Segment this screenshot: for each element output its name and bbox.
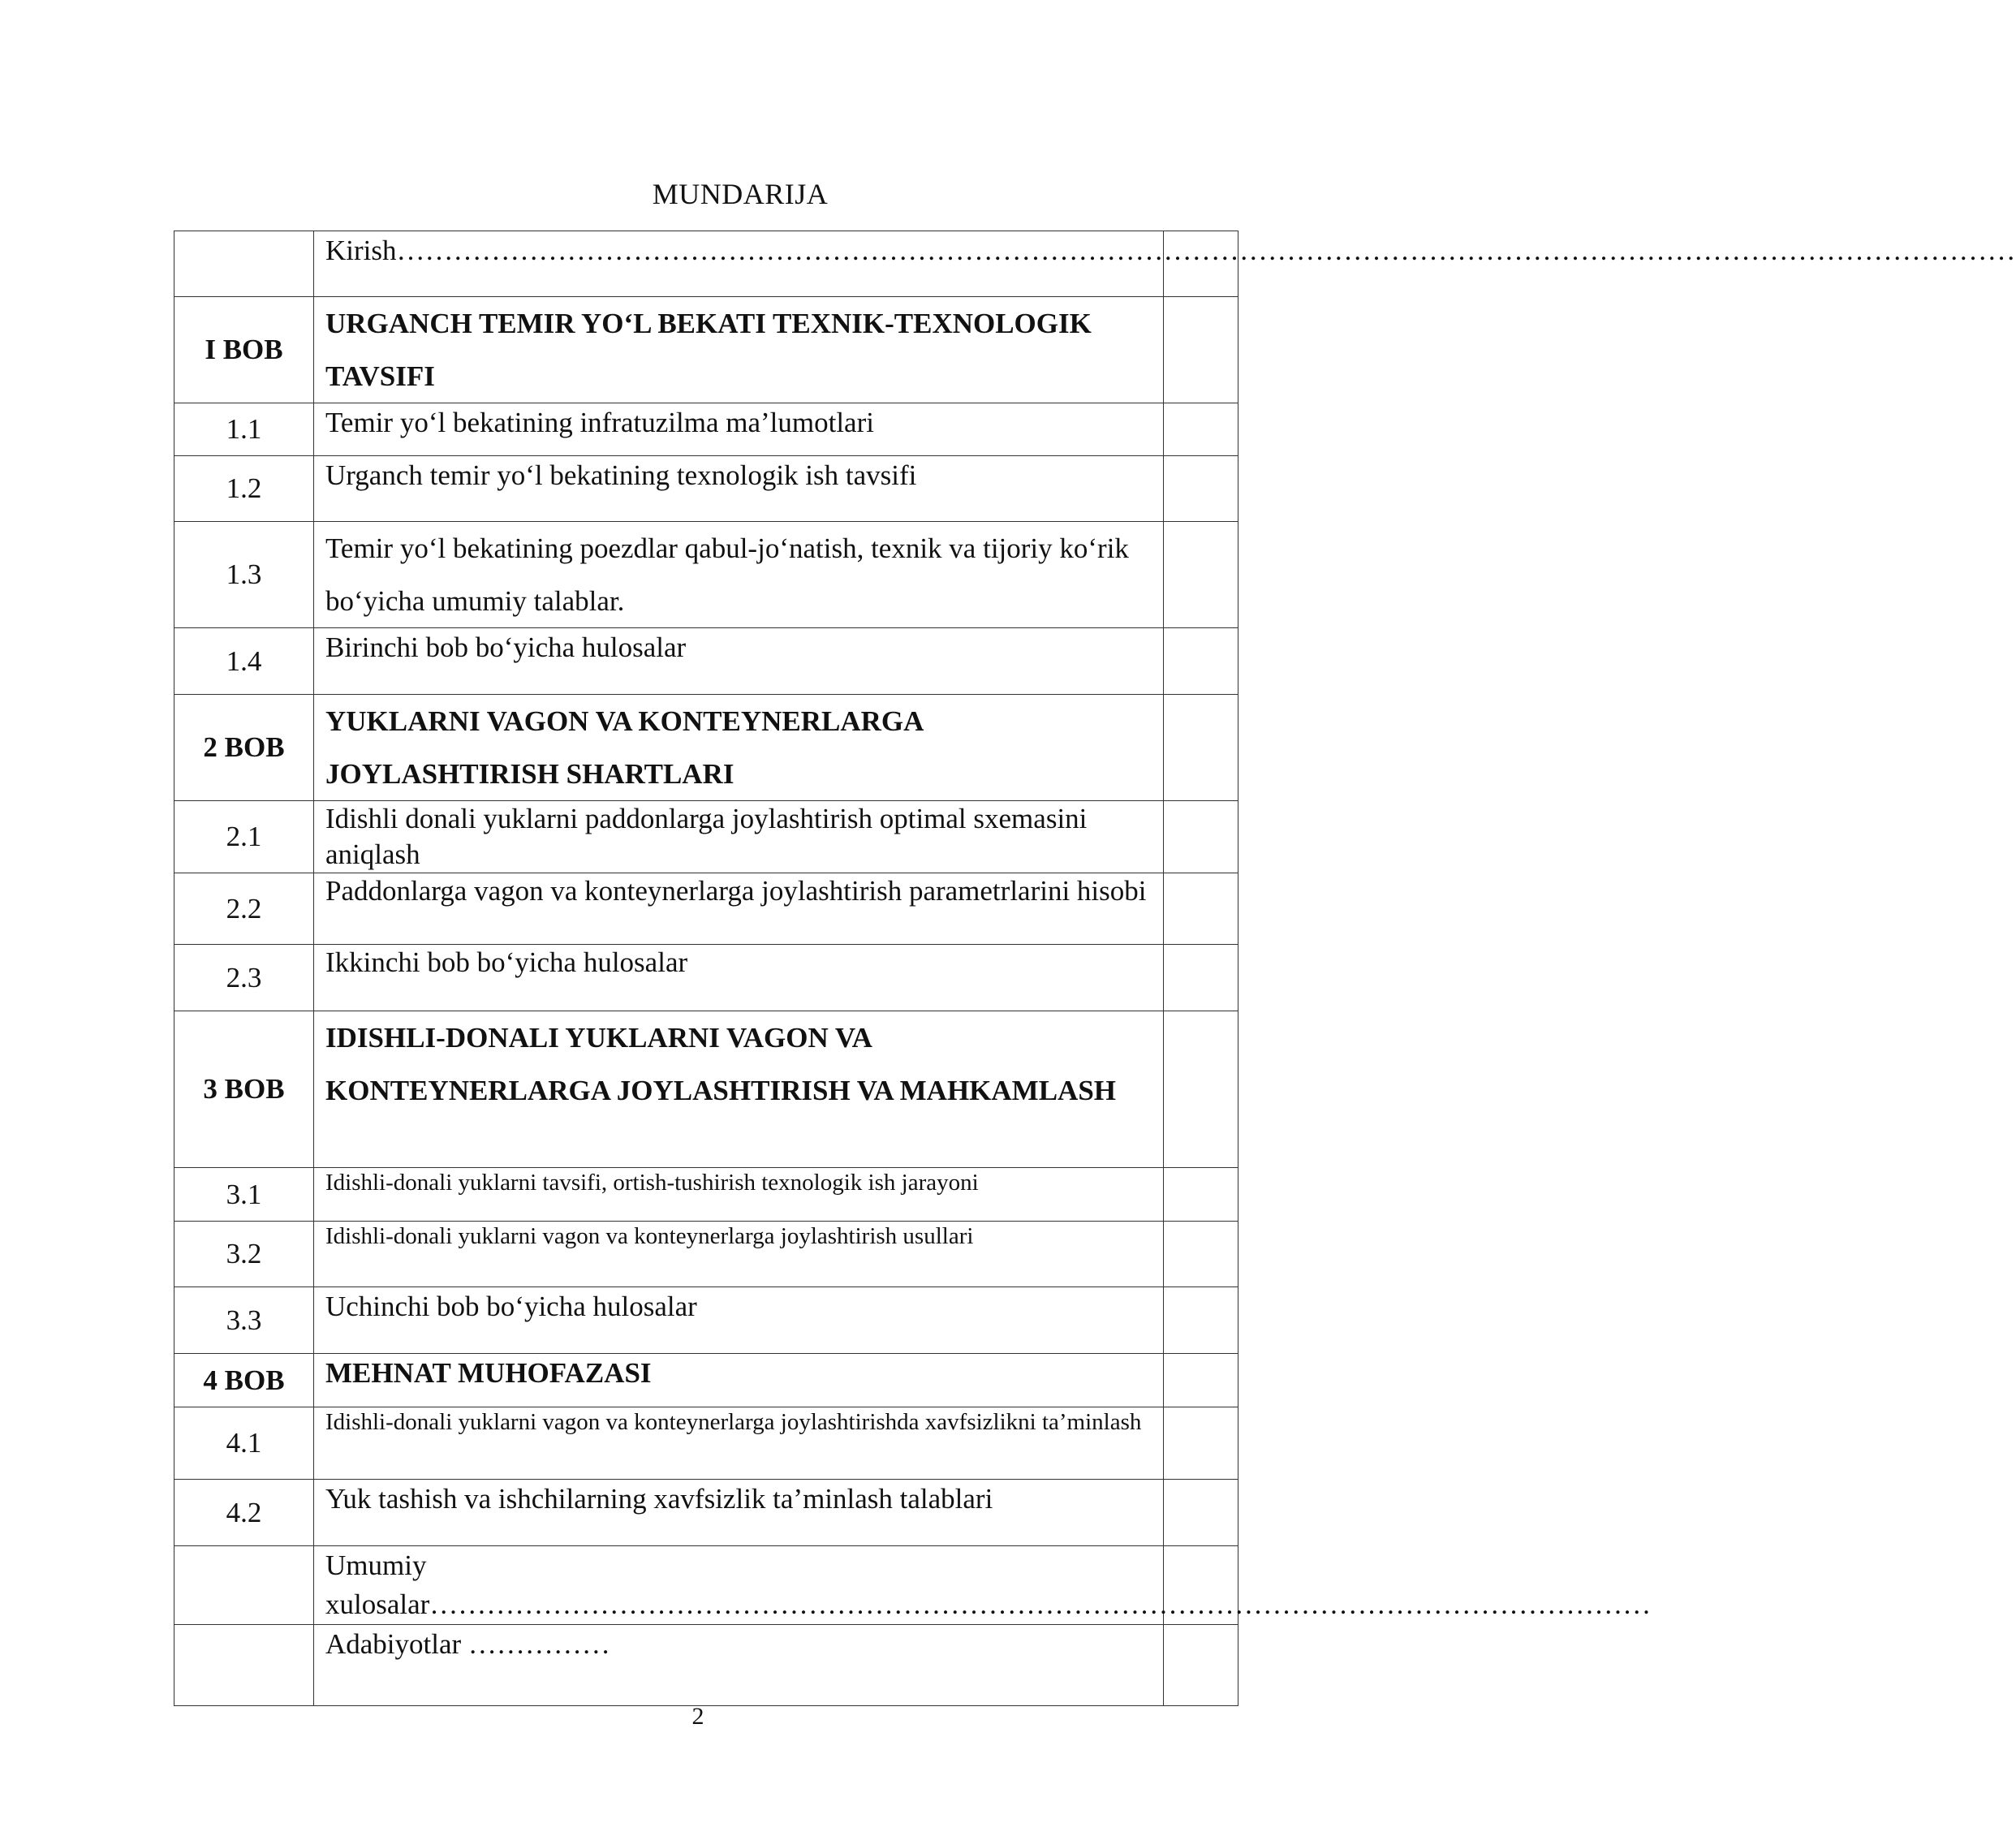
toc-page (1164, 628, 1238, 695)
toc-title[interactable]: Paddonlarga vagon va konteynerlarga joylashtirish parametrlarini hisobi (314, 873, 1164, 945)
toc-number: 1.4 (174, 628, 314, 695)
toc-title[interactable]: IDISHLI-DONALI YUKLARNI VAGON VA KONTEYNERLARGA JOYLASHTIRISH VA MAHKAMLASH (314, 1011, 1164, 1168)
toc-title[interactable]: Idishli-donali yuklarni vagon va konteynerlarga joylashtirish usullari (314, 1222, 1164, 1287)
toc-row-section-1-3 (174, 522, 1238, 628)
toc-title[interactable]: Idishli-donali yuklarni tavsifi, ortish-tushirish texnologik ish jarayoni (314, 1168, 1164, 1222)
toc-page (1164, 1625, 1238, 1706)
toc-number: 2.3 (174, 945, 314, 1011)
toc-title[interactable]: Birinchi bob bo‘yicha hulosalar (314, 628, 1164, 695)
toc-page (1164, 945, 1238, 1011)
toc-title[interactable]: Yuk tashish va ishchilarning xavfsizlik ta’minlash talablari (314, 1480, 1164, 1546)
toc-page (1164, 403, 1238, 456)
toc-title[interactable]: Ikkinchi bob bo‘yicha hulosalar (314, 945, 1164, 1011)
toc-title[interactable]: Urganch temir yo‘l bekatining texnologik ish tavsifi (314, 456, 1164, 522)
toc-row-section-2-2 (174, 873, 1238, 945)
toc-row-conclusions (174, 1546, 1238, 1625)
toc-title[interactable]: Idishli-donali yuklarni vagon va konteynerlarga joylashtirishda xavfsizlikni ta’minlash (314, 1407, 1164, 1480)
toc-page (1164, 695, 1238, 801)
toc-row-section-3-2 (174, 1222, 1238, 1287)
toc-row-section-3-1 (174, 1168, 1238, 1222)
toc-row-section-4-2 (174, 1480, 1238, 1546)
page-number: 2 (691, 1703, 704, 1730)
toc-number: 4.1 (174, 1407, 314, 1480)
toc-number: 3.2 (174, 1222, 314, 1287)
toc-page (1164, 1287, 1238, 1354)
toc-number (174, 1625, 314, 1706)
toc-number: 2 BOB (174, 695, 314, 801)
toc-row-section-1-1 (174, 403, 1238, 456)
toc-number: 1.3 (174, 522, 314, 628)
toc-number (174, 1546, 314, 1625)
toc-number: 1.2 (174, 456, 314, 522)
toc-title[interactable]: Kirish……………………………………………………………………………………………………………………………………………………… (314, 231, 1164, 297)
toc-title[interactable]: URGANCH TEMIR YO‘L BEKATI TEXNIK-TEXNOLOGIK TAVSIFI (314, 297, 1164, 403)
toc-row-section-1-2 (174, 456, 1238, 522)
toc-number: 3.1 (174, 1168, 314, 1222)
toc-title[interactable]: YUKLARNI VAGON VA KONTEYNERLARGA JOYLASHTIRISH SHARTLARI (314, 695, 1164, 801)
toc-page (1164, 1480, 1238, 1546)
toc-row-chapter-2 (174, 695, 1238, 801)
toc-number: 2.2 (174, 873, 314, 945)
toc-page (1164, 522, 1238, 628)
toc-page (1164, 801, 1238, 873)
toc-number (174, 231, 314, 297)
toc-number: 4.2 (174, 1480, 314, 1546)
toc-title[interactable]: MEHNAT MUHOFAZASI (314, 1354, 1164, 1407)
toc-number: 3.3 (174, 1287, 314, 1354)
toc-row-section-2-1 (174, 801, 1238, 873)
toc-title[interactable]: Umumiy xulosalar………………………………………………………………………………………………………………… (314, 1546, 1164, 1625)
toc-page (1164, 1407, 1238, 1480)
toc-number: 1.1 (174, 403, 314, 456)
toc-page (1164, 297, 1238, 403)
toc-row-section-3-3 (174, 1287, 1238, 1354)
toc-number: I BOB (174, 297, 314, 403)
toc-page (1164, 1168, 1238, 1222)
toc-row-introduction (174, 231, 1238, 297)
toc-page (1164, 1222, 1238, 1287)
toc-row-chapter-3 (174, 1011, 1238, 1168)
toc-row-chapter-1 (174, 297, 1238, 403)
toc-page (1164, 873, 1238, 945)
toc-page (1164, 456, 1238, 522)
toc-title[interactable]: Uchinchi bob bo‘yicha hulosalar (314, 1287, 1164, 1354)
page-title: MUNDARIJA (652, 178, 829, 210)
toc-number: 4 BOB (174, 1354, 314, 1407)
toc-page (1164, 1011, 1238, 1168)
toc-row-section-2-3 (174, 945, 1238, 1011)
table-of-contents (174, 231, 2016, 1706)
toc-row-section-1-4 (174, 628, 1238, 695)
toc-title[interactable]: Idishli donali yuklarni paddonlarga joylashtirish optimal sxemasini aniqlash (314, 801, 1164, 873)
toc-page (1164, 1354, 1238, 1407)
toc-title[interactable]: Temir yo‘l bekatining infratuzilma ma’lumotlari (314, 403, 1164, 456)
toc-row-references (174, 1625, 1238, 1706)
toc-title[interactable]: Adabiyotlar …………… (314, 1625, 1164, 1706)
toc-row-section-4-1 (174, 1407, 1238, 1480)
toc-row-chapter-4 (174, 1354, 1238, 1407)
toc-number: 2.1 (174, 801, 314, 873)
toc-number: 3 BOB (174, 1011, 314, 1168)
toc-title[interactable]: Temir yo‘l bekatining poezdlar qabul-jo‘natish, texnik va tijoriy ko‘rik bo‘yicha umumiy talablar. (314, 522, 1164, 628)
